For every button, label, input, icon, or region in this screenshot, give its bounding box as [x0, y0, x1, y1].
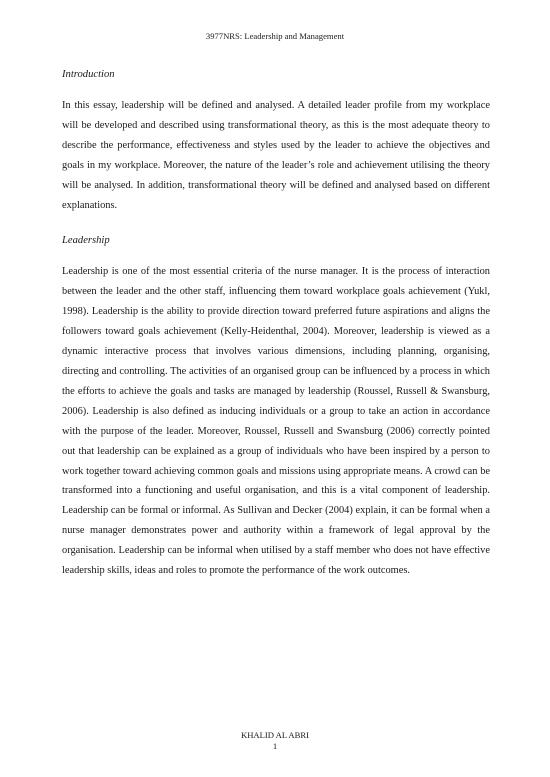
section-heading-introduction: Introduction: [62, 69, 115, 80]
footer-author: KHALID AL ABRI: [241, 730, 309, 740]
paragraph-introduction: In this essay, leadership will be defined and analysed. A detailed leader profile from my workplace will be developed and described using transformational theory, as this is the most adequate theory to describe the performance, effectiveness and styles used by the leader to achieve the objectives and goals in my workplace. Moreover, the nature of the leader’s role and achievement utilising the theory will be analysed. In addition, transformational theory will be defined and analysed based on different explanations.: [62, 100, 490, 211]
document-body: [62, 68, 490, 581]
page-number: 1: [272, 741, 278, 751]
paragraph-leadership: Leadership is one of the most essential criteria of the nurse manager. It is the process of interaction between the leader and the other staff, influencing them toward workplace goals achievement (Yukl, 1998). Leadership is the ability to provide direction toward preferred future aspirations and aligns the followers toward goals achievement (Kelly-Heidenthal, 2004). Moreover, leadership is viewed as a dynamic interactive process that involves various dimensions, including planning, organising, directing and controlling. The activities of an organised group can be influenced by a process in which the efforts to achieve the goals and tasks are managed by leadership (Roussel, Russell & Swansburg, 2006). Leadership is also defined as inducing individuals or a group to take an action in accordance with the purpose of the leader. Moreover, Roussel, Russell and Swansburg (2006) correctly pointed out that leadership can be explained as a group of individuals who have been inspired by a person to work together toward achieving common goals and missions using appropriate means. A crowd can be transformed into a functioning and useful organisation, and this is a vital component of leadership. Leadership can be formal or informal. As Sullivan and Decker (2004) explain, it can be formal when a nurse manager demonstrates power and authority within a framework of legal approval by the organisation. Leadership can be informal when utilised by a staff member who does not have effective leadership skills, ideas and roles to promote the performance of the work outcomes.: [62, 266, 490, 577]
running-header: 3977NRS: Leadership and Management: [205, 31, 345, 41]
section-heading-leadership: Leadership: [62, 235, 110, 247]
